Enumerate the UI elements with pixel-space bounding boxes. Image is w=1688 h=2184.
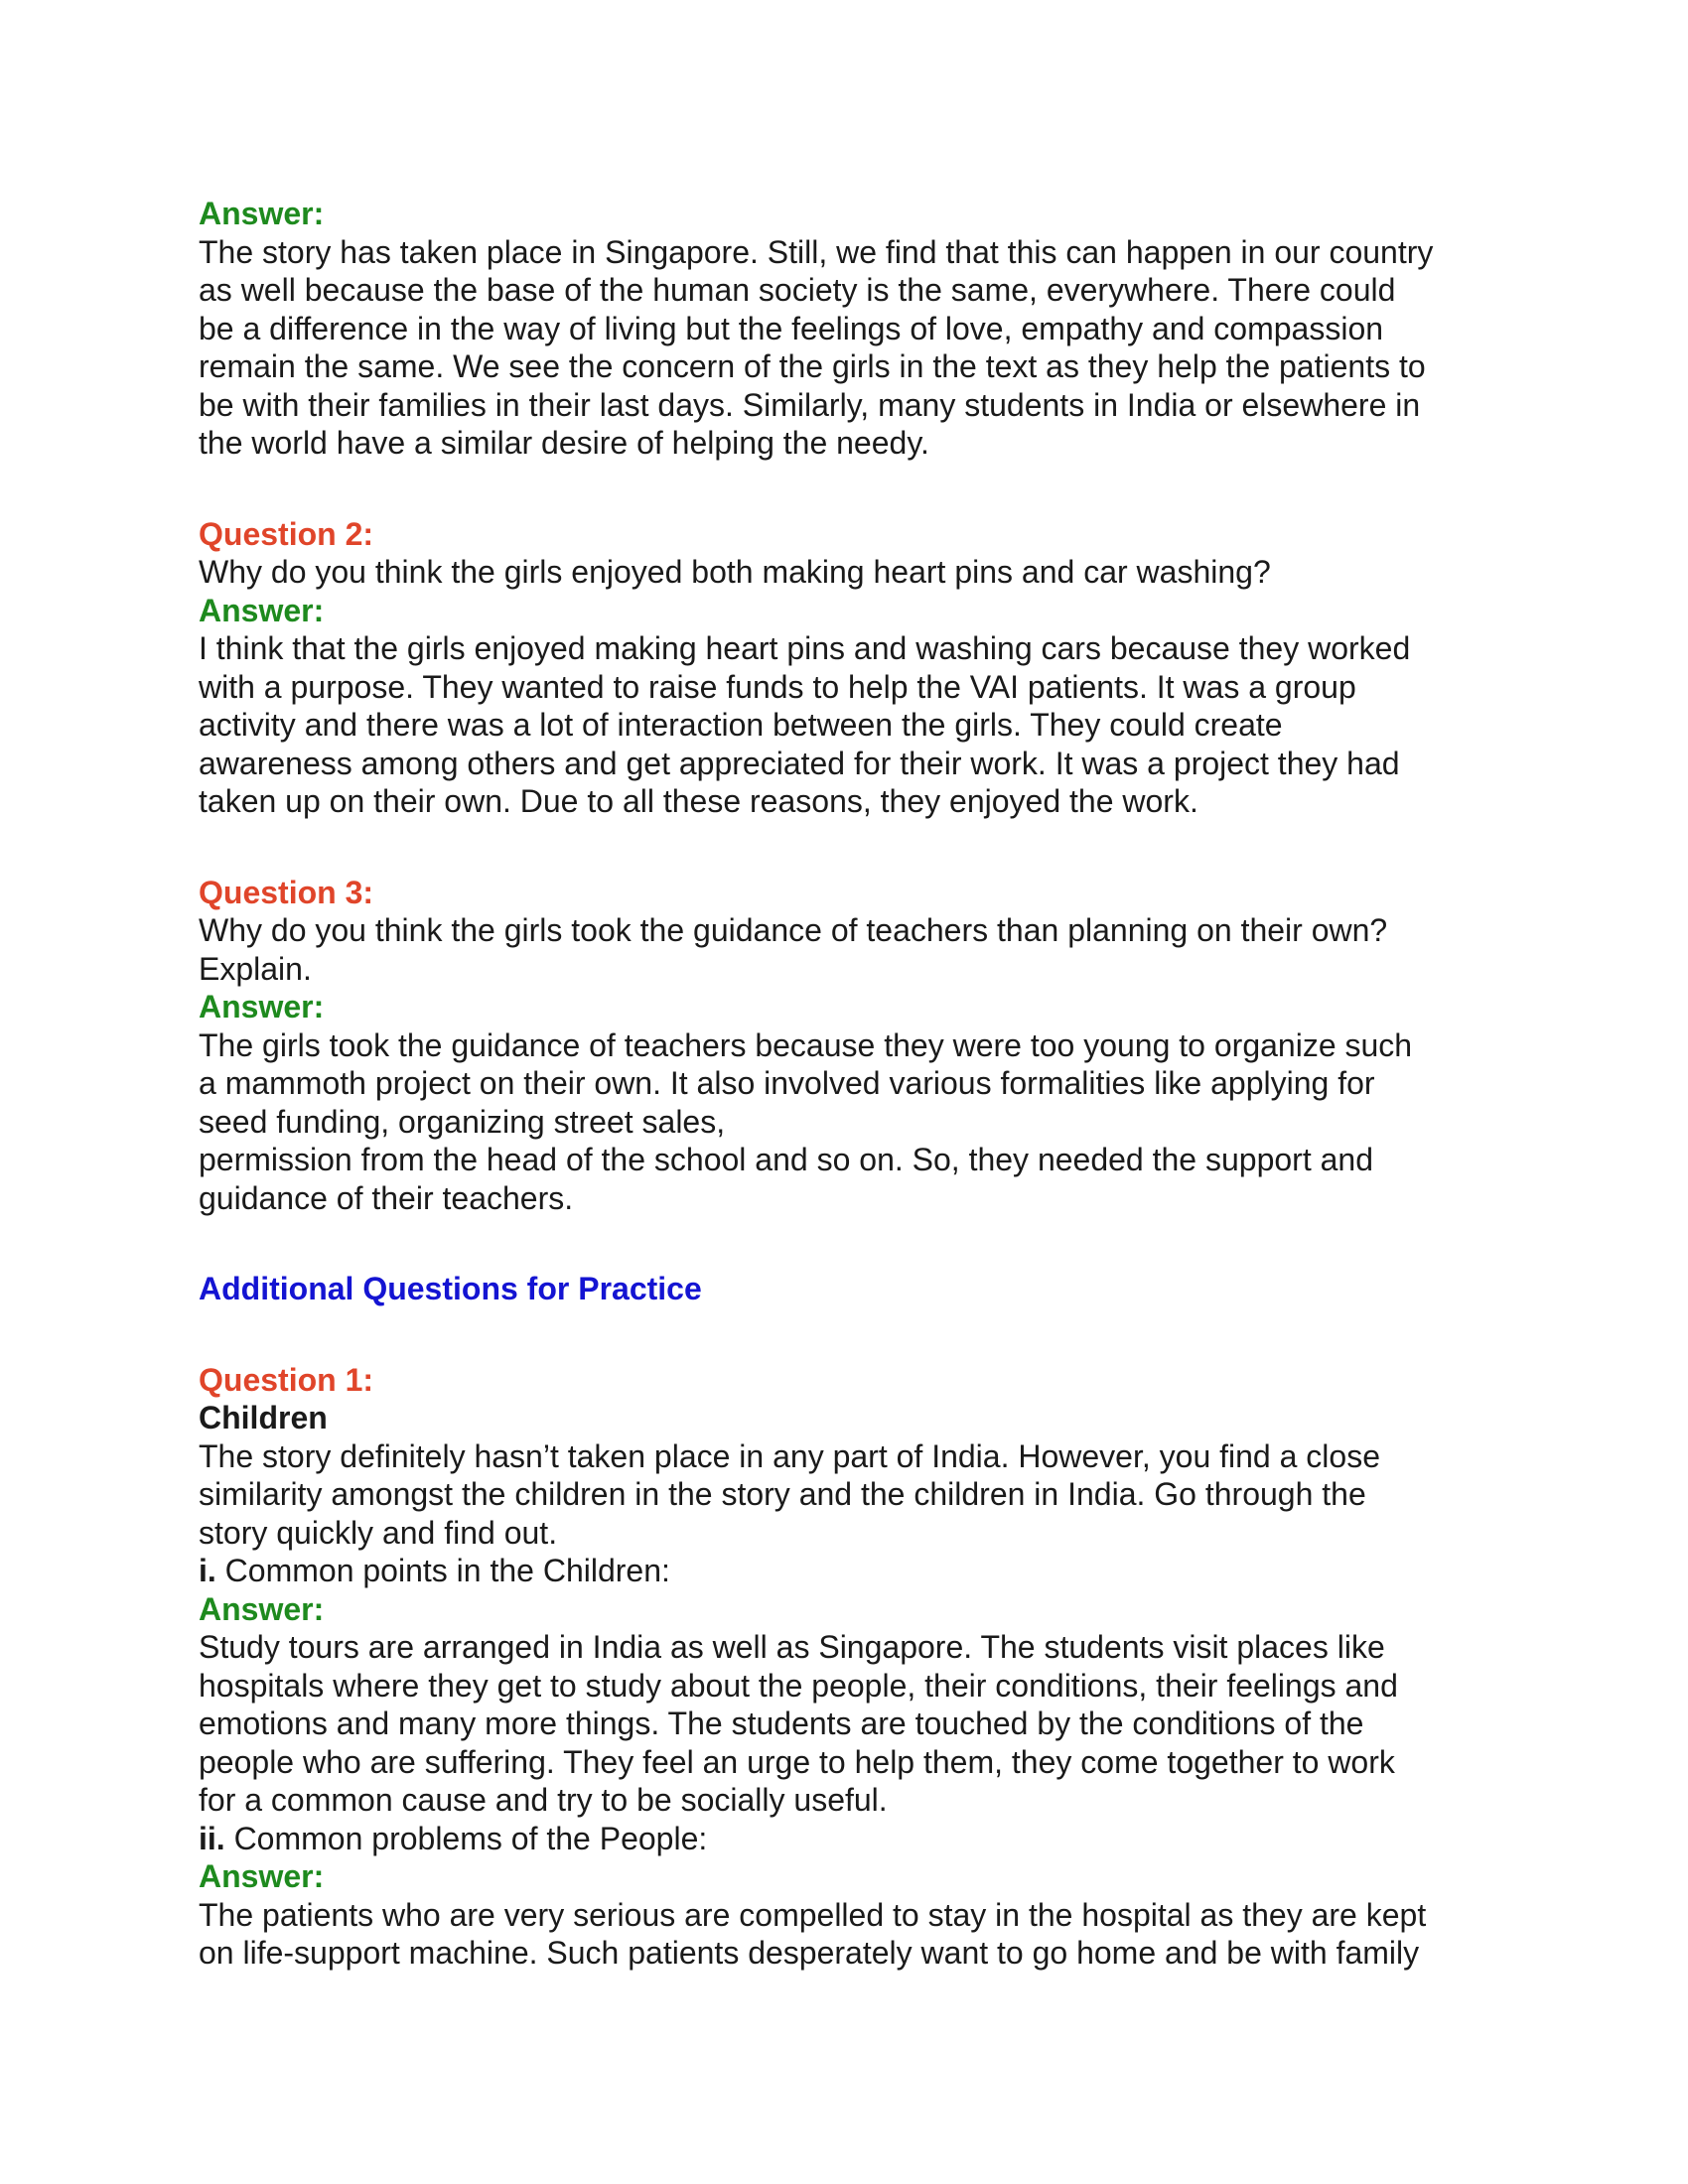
question-text: similarity amongst the children in the story and the children in India. Go through the — [199, 1476, 1366, 1512]
answer-label: Answer: — [199, 592, 325, 628]
answer-line: the world have a similar desire of helping the needy. — [199, 425, 929, 461]
question-text: Explain. — [199, 950, 312, 987]
answer-label: Answer: — [199, 1590, 325, 1627]
answer-line: activity and there was a lot of interaction between the girls. They could create — [199, 707, 1283, 743]
question-label: Question 3: — [199, 874, 374, 910]
question-text: story quickly and find out. — [199, 1514, 558, 1551]
answer-line: Study tours are arranged in India as well as Singapore. The students visit places like — [199, 1629, 1385, 1665]
answer-line: a mammoth project on their own. It also involved various formalities like applying for — [199, 1065, 1375, 1101]
sub-question-marker: i. — [199, 1553, 216, 1588]
sub-question-ii — [199, 1820, 1499, 1858]
question-text: Why do you think the girls took the guidance of teachers than planning on their own? — [199, 912, 1388, 948]
answer-line: as well because the base of the human society is the same, everywhere. There could — [199, 272, 1396, 308]
answer-line: remain the same. We see the concern of the girls in the text as they help the patients to — [199, 348, 1426, 384]
answer-line: awareness among others and get appreciated for their work. It was a project they had — [199, 745, 1400, 781]
answer-line: The story has taken place in Singapore. Still, we find that this can happen in our country — [199, 233, 1434, 270]
answer-line: The patients who are very serious are compelled to stay in the hospital as they are kept — [199, 1896, 1427, 1933]
sub-question-i — [199, 1552, 1499, 1590]
answer-line: guidance of their teachers. — [199, 1179, 574, 1216]
question-label: Question 1: — [199, 1361, 374, 1398]
answer-line: emotions and many more things. The students are touched by the conditions of the — [199, 1706, 1364, 1741]
question-text: The story definitely hasn’t taken place in any part of India. However, you find a close — [199, 1437, 1380, 1474]
answer-line: with a purpose. They wanted to raise funds to help the VAI patients. It was a group — [199, 668, 1356, 705]
section-heading: Additional Questions for Practice — [199, 1271, 702, 1306]
answer-label: Answer: — [199, 1858, 325, 1894]
answer-line: taken up on their own. Due to all these reasons, they enjoyed the work. — [199, 783, 1198, 819]
answer-line: The girls took the guidance of teachers because they were too young to organize such — [199, 1026, 1413, 1063]
answer-line: be with their families in their last days. Similarly, many students in India or elsewhere in — [199, 386, 1421, 423]
answer-line: permission from the head of the school and so on. So, they needed the support and — [199, 1142, 1373, 1177]
answer-line: people who are suffering. They feel an urge to help them, they come together to work — [199, 1743, 1395, 1780]
answer-label: Answer: — [199, 989, 325, 1024]
answer-line: for a common cause and try to be socially useful. — [199, 1782, 888, 1818]
answer-line: on life-support machine. Such patients desperately want to go home and be with family — [199, 1935, 1420, 1971]
document-page — [199, 195, 1499, 1973]
sub-question-marker: ii. — [199, 1820, 225, 1856]
answer-line: seed funding, organizing street sales, — [199, 1103, 726, 1140]
question-label: Question 2: — [199, 515, 374, 552]
answer-label: Answer: — [199, 196, 325, 231]
sub-question-text: Common problems of the People: — [224, 1820, 708, 1856]
answer-line: I think that the girls enjoyed making heart pins and washing cars because they worked — [199, 630, 1411, 666]
question-text: Why do you think the girls enjoyed both making heart pins and car washing? — [199, 554, 1271, 590]
answer-line: be a difference in the way of living but the feelings of love, empathy and compassion — [199, 310, 1384, 346]
sub-question-text: Common points in the Children: — [215, 1553, 670, 1588]
question-subheading: Children — [199, 1400, 328, 1435]
answer-line: hospitals where they get to study about the people, their conditions, their feelings and — [199, 1667, 1398, 1704]
